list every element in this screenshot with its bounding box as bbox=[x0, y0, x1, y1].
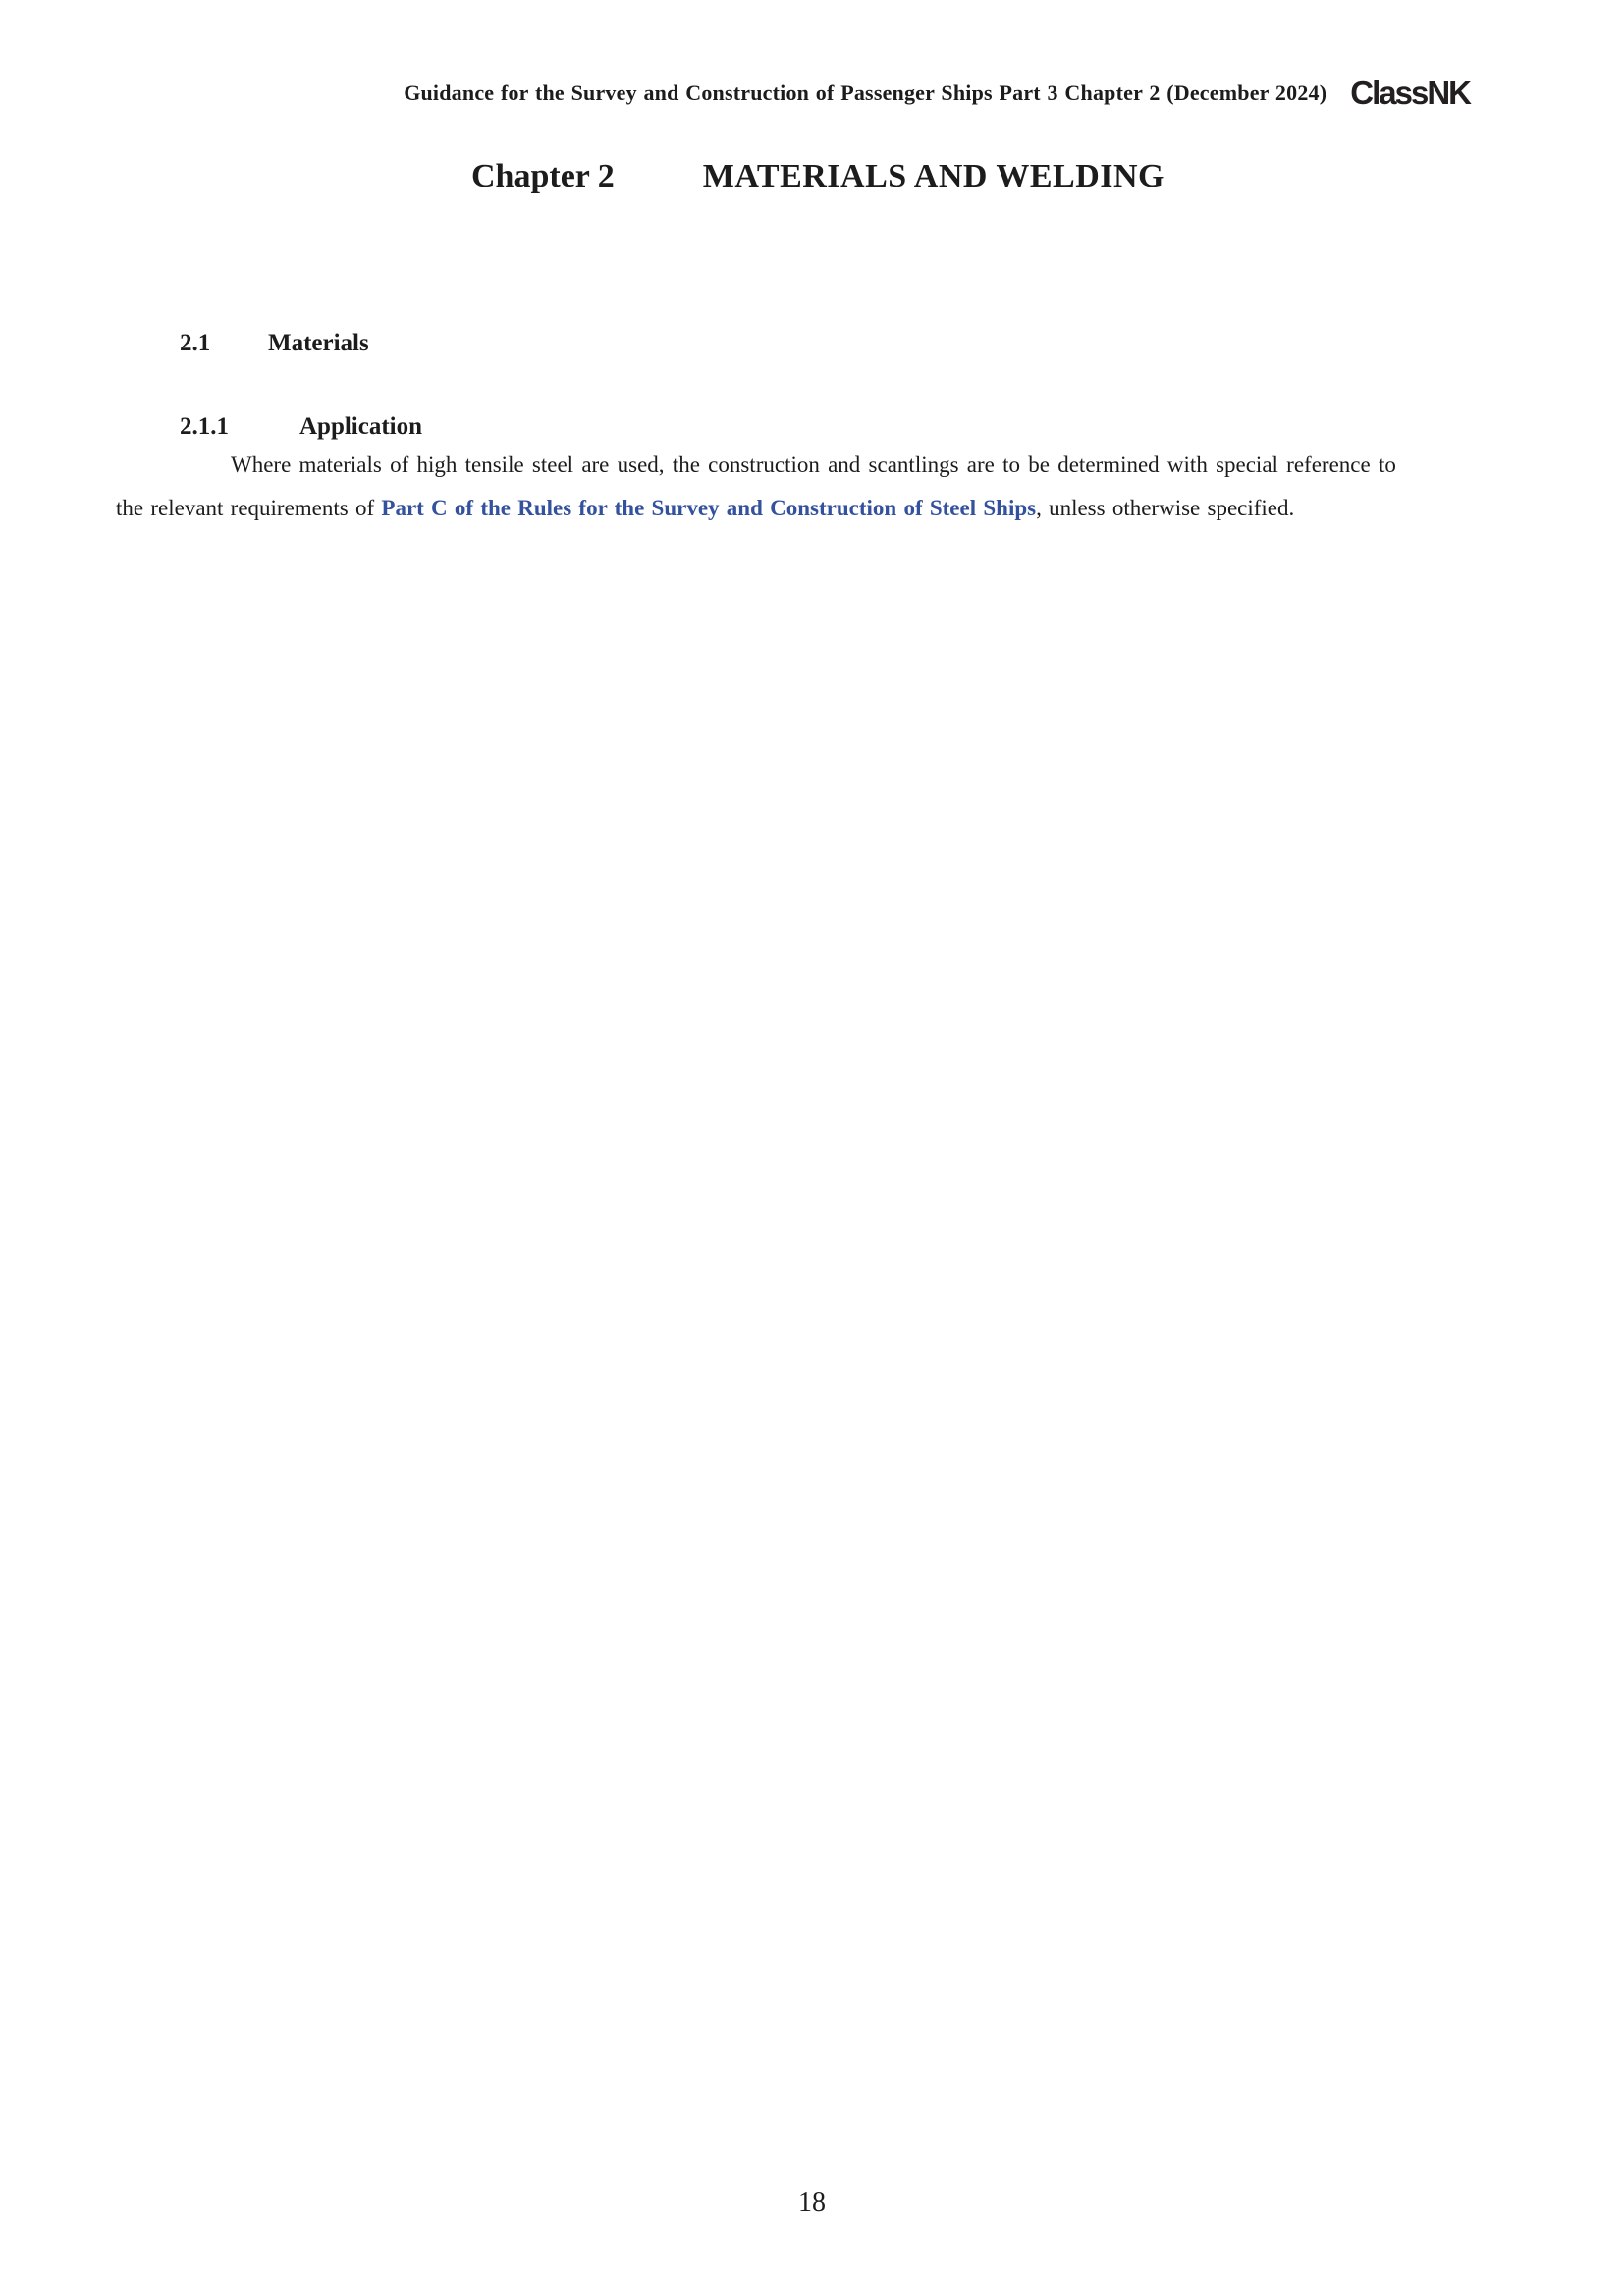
page-footer bbox=[0, 2187, 1624, 2218]
section-number: 2.1 bbox=[180, 330, 211, 356]
paragraph-line-2 bbox=[116, 487, 1471, 530]
page-number: 18 bbox=[798, 2187, 826, 2217]
paragraph-line-2-end: , unless otherwise specified. bbox=[1036, 496, 1295, 520]
section-title: Materials bbox=[268, 330, 369, 356]
paragraph-line-1: Where materials of high tensile steel are used, the construction and scantlings are to be determined with special reference to bbox=[231, 453, 1396, 477]
running-title: Guidance for the Survey and Construction of Passenger Ships Part 3 Chapter 2 (December 2024) bbox=[404, 80, 1327, 105]
page-header bbox=[404, 74, 1470, 112]
subsection-title: Application bbox=[299, 413, 423, 440]
classnk-logo: ClassNK bbox=[1350, 74, 1470, 112]
subsection-number: 2.1.1 bbox=[180, 413, 229, 440]
paragraph-line-2-start: the relevant requirements of bbox=[116, 496, 382, 520]
chapter-title: MATERIALS AND WELDING bbox=[702, 158, 1164, 194]
section-heading-2-1-1 bbox=[180, 413, 422, 441]
section-heading-2-1 bbox=[180, 330, 369, 357]
application-paragraph bbox=[116, 444, 1471, 530]
chapter-number: Chapter 2 bbox=[471, 158, 615, 194]
chapter-heading bbox=[471, 158, 1164, 195]
steel-ships-rules-link[interactable]: Part C of the Rules for the Survey and Construction of Steel Ships bbox=[381, 496, 1037, 520]
